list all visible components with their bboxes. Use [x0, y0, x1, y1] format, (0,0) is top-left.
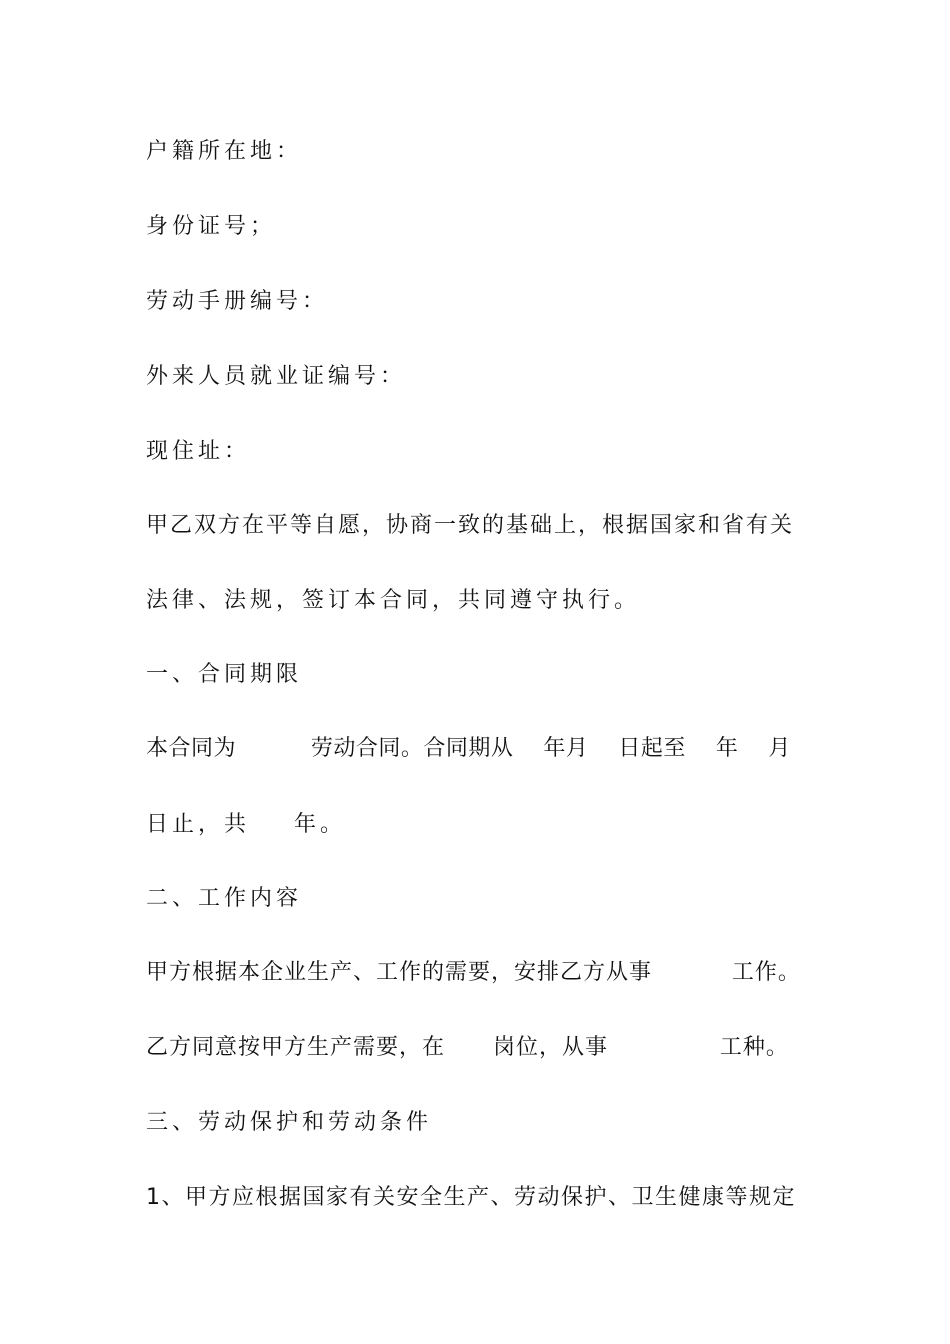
labor-protection-line-1: 1、甲方应根据国家有关安全生产、劳动保护、卫生健康等规定	[146, 1185, 796, 1210]
work-content-line-1: 甲方根据本企业生产、工作的需要，安排乙方从事 工作。	[146, 960, 801, 985]
paragraph-intro-line-2: 法律、法规，签订本合同，共同遵守执行。	[146, 588, 641, 613]
work-content-line-2: 乙方同意按甲方生产需要，在 岗位，从事 工种。	[146, 1035, 789, 1060]
field-id-number: 身份证号；	[146, 214, 277, 239]
field-household-registration: 户籍所在地：	[146, 139, 303, 164]
section-heading-work-content: 二、工作内容	[146, 886, 303, 911]
paragraph-intro-line-1: 甲乙双方在平等自愿，协商一致的基础上，根据国家和省有关	[146, 513, 795, 538]
field-labor-handbook-number: 劳动手册编号：	[146, 289, 329, 314]
contract-term-line-2: 日止，共 年。	[146, 812, 346, 837]
section-heading-labor-protection: 三、劳动保护和劳动条件	[146, 1110, 433, 1135]
field-current-address: 现住址：	[146, 439, 251, 464]
section-heading-contract-term: 一、合同期限	[146, 662, 303, 687]
contract-term-line-1: 本合同为 劳动合同。合同期从 年月 日起至 年 月	[146, 736, 791, 761]
field-employment-permit-number: 外来人员就业证编号：	[146, 364, 407, 389]
